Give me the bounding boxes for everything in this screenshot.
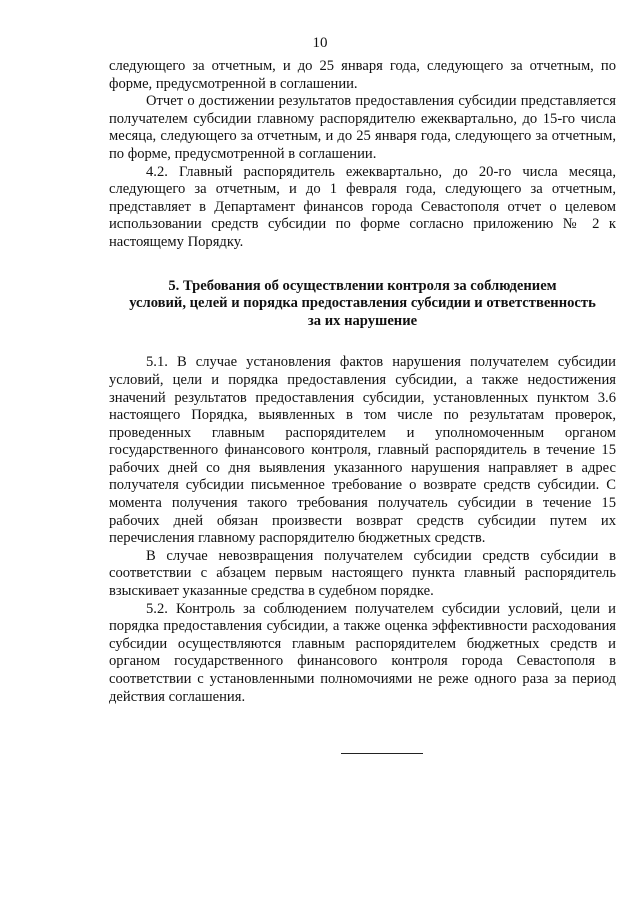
paragraph-continuation: следующего за отчетным, и до 25 января года, следующего за отчетным, по форме, предусмотренной в соглашении. bbox=[109, 58, 616, 92]
end-divider-line bbox=[341, 753, 423, 754]
page-number: 10 bbox=[312, 35, 328, 51]
paragraph-5-1: 5.1. В случае установления фактов нарушения получателем субсидии условий, цели и порядка предоставления субсидии, а также недостижения значений результатов предоставления субсидии, установленных пунктом 3.6 настоящего Порядка, выявленных в том числе по результатам проверок, проведенных главным распорядителем и уполномоченным органом государственного финансового контроля, главный распорядитель в течение 15 рабочих дней со дня выявления указанного нарушения направляет в адрес получателя субсидии письменное требование о возврате средств субсидии. С момента получения такого требования получатель субсидии в течение 15 рабочих дней обязан произвести возврат средств субсидии путем их перечисления главному распорядителю бюджетных средств. bbox=[109, 354, 616, 547]
paragraph-5-2: 5.2. Контроль за соблюдением получателем субсидии условий, цели и порядка предоставления субсидии, а также оценка эффективности расходования субсидии осуществляются главным распорядителем бюджетных средств и органом государственного финансового контроля города Севастополя в соответствии с установленными полномочиями не реже одного раза за период действия соглашения. bbox=[109, 600, 616, 705]
paragraph-nonreturn: В случае невозвращения получателем субсидии средств субсидии в соответствии с абзацем первым настоящего пункта главный распорядитель взыскивает указанные средства в судебном порядке. bbox=[109, 547, 616, 600]
section-5-heading-line-3: за их нарушение bbox=[307, 312, 418, 329]
section-5-heading-line-2: условий, целей и порядка предоставления субсидии и ответственность bbox=[129, 295, 596, 312]
paragraph-report: Отчет о достижении результатов предоставления субсидии представляется получателем субсидии главному распорядителю ежеквартально, до 15-го числа месяца, следующего за отчетным, и до 25 января года, следующего за отчетным, по форме, предусмотренной в соглашении. bbox=[109, 93, 616, 162]
section-5-heading-line-1: 5. Требования об осуществлении контроля за соблюдением bbox=[168, 277, 557, 294]
paragraph-4-2: 4.2. Главный распорядитель ежеквартально, до 20-го числа месяца, следующего за отчетным, и до 1 февраля года, следующего за отчетным, представляет в Департамент финансов города Севастополя отчет о целевом использовании средств субсидии по форме согласно приложению № 2 к настоящему Порядку. bbox=[109, 163, 616, 250]
section-5-heading bbox=[109, 278, 616, 331]
document-body bbox=[109, 58, 616, 706]
